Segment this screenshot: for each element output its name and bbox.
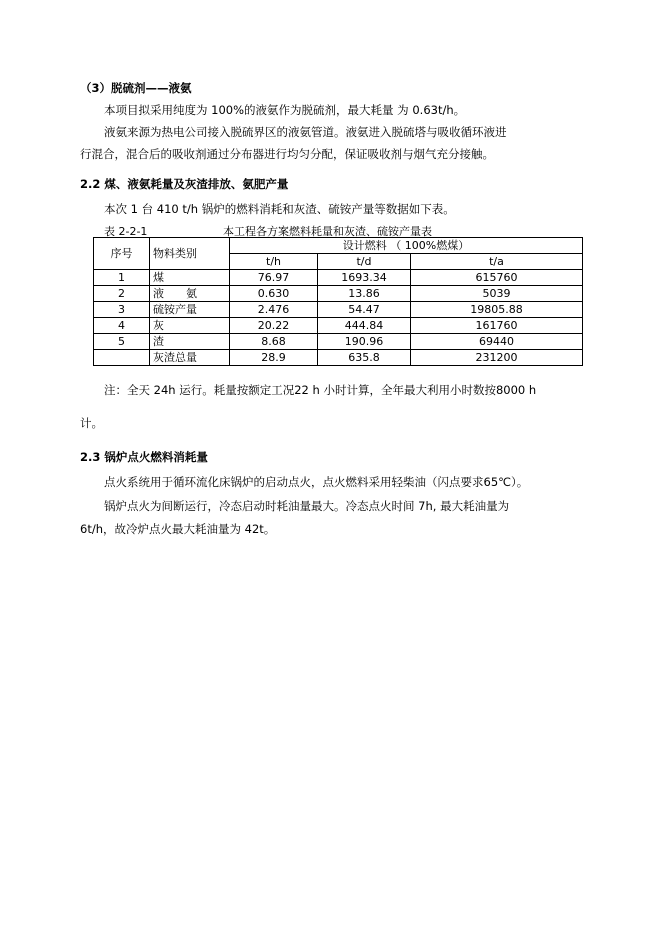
fuel-consumption-table xyxy=(93,237,583,366)
table-note-line2: 计。 xyxy=(80,416,103,430)
cell-th: 76.97 xyxy=(230,270,318,286)
cell-ta: 231200 xyxy=(411,350,583,366)
cell-th: 8.68 xyxy=(230,334,318,350)
cell-material: 渣 xyxy=(150,334,230,350)
cell-th: 28.9 xyxy=(230,350,318,366)
cell-ta: 69440 xyxy=(411,334,583,350)
cell-td: 635.8 xyxy=(318,350,411,366)
cell-material: 液 氨 xyxy=(150,286,230,302)
cell-seq: 4 xyxy=(94,318,150,334)
cell-seq: 1 xyxy=(94,270,150,286)
cell-ta: 615760 xyxy=(411,270,583,286)
unit-ta: t/a xyxy=(411,254,583,270)
cell-td: 54.47 xyxy=(318,302,411,318)
section-3-para2-line2: 行混合，混合后的吸收剂通过分布器进行均匀分配，保证吸收剂与烟气充分接触。 xyxy=(80,147,494,161)
table-row xyxy=(94,334,583,350)
table-title: 本工程各方案燃料耗量和灰渣、硫铵产量表 xyxy=(223,225,432,238)
cell-seq: 2 xyxy=(94,286,150,302)
cell-seq: 3 xyxy=(94,302,150,318)
cell-material: 灰渣总量 xyxy=(150,350,230,366)
header-seq: 序号 xyxy=(94,238,150,270)
cell-material: 煤 xyxy=(150,270,230,286)
table-note-line1: 注：全天 24h 运行。耗量按额定工况22 h 小时计算，全年最大利用小时数按8000 h xyxy=(104,383,537,397)
cell-th: 0.630 xyxy=(230,286,318,302)
table-row xyxy=(94,350,583,366)
table-row xyxy=(94,318,583,334)
section-2-3-para1: 点火系统用于循环流化床锅炉的启动点火，点火燃料采用轻柴油（闪点要求65℃）。 xyxy=(104,475,529,489)
table-row xyxy=(94,286,583,302)
cell-td: 190.96 xyxy=(318,334,411,350)
cell-ta: 19805.88 xyxy=(411,302,583,318)
section-3-para1: 本项目拟采用纯度为 100%的液氨作为脱硫剂，最大耗量 为 0.63t/h。 xyxy=(104,103,466,117)
cell-seq xyxy=(94,350,150,366)
unit-th: t/h xyxy=(230,254,318,270)
cell-ta: 5039 xyxy=(411,286,583,302)
table-row xyxy=(94,270,583,286)
cell-th: 2.476 xyxy=(230,302,318,318)
section-2-3-para2-line2: 6t/h，故冷炉点火最大耗油量为 42t。 xyxy=(80,522,276,536)
header-design-fuel: 设计燃料 （ 100%燃煤） xyxy=(230,238,583,254)
cell-td: 444.84 xyxy=(318,318,411,334)
unit-td: t/d xyxy=(318,254,411,270)
section-3-para2-line1: 液氨来源为热电公司接入脱硫界区的液氨管道。液氨进入脱硫塔与吸收循环液进 xyxy=(104,125,507,139)
cell-td: 13.86 xyxy=(318,286,411,302)
section-2-3-heading: 2.3 锅炉点火燃料消耗量 xyxy=(80,450,208,464)
section-2-2-intro: 本次 1 台 410 t/h 锅炉的燃料消耗和灰渣、硫铵产量等数据如下表。 xyxy=(104,202,455,216)
section-2-3-para2-line1: 锅炉点火为间断运行，冷态启动时耗油量最大。冷态点火时间 7h, 最大耗油量为 xyxy=(104,499,510,513)
table-header-row xyxy=(94,238,583,254)
cell-seq: 5 xyxy=(94,334,150,350)
cell-material: 灰 xyxy=(150,318,230,334)
section-2-2-heading: 2.2 煤、液氨耗量及灰渣排放、氨肥产量 xyxy=(80,177,289,191)
cell-material: 硫铵产量 xyxy=(150,302,230,318)
cell-ta: 161760 xyxy=(411,318,583,334)
table-row xyxy=(94,302,583,318)
cell-td: 1693.34 xyxy=(318,270,411,286)
table-number: 表 2-2-1 xyxy=(104,225,148,238)
section-3-heading: （3）脱硫剂——液氨 xyxy=(80,81,192,95)
header-material: 物料类别 xyxy=(150,238,230,270)
cell-th: 20.22 xyxy=(230,318,318,334)
